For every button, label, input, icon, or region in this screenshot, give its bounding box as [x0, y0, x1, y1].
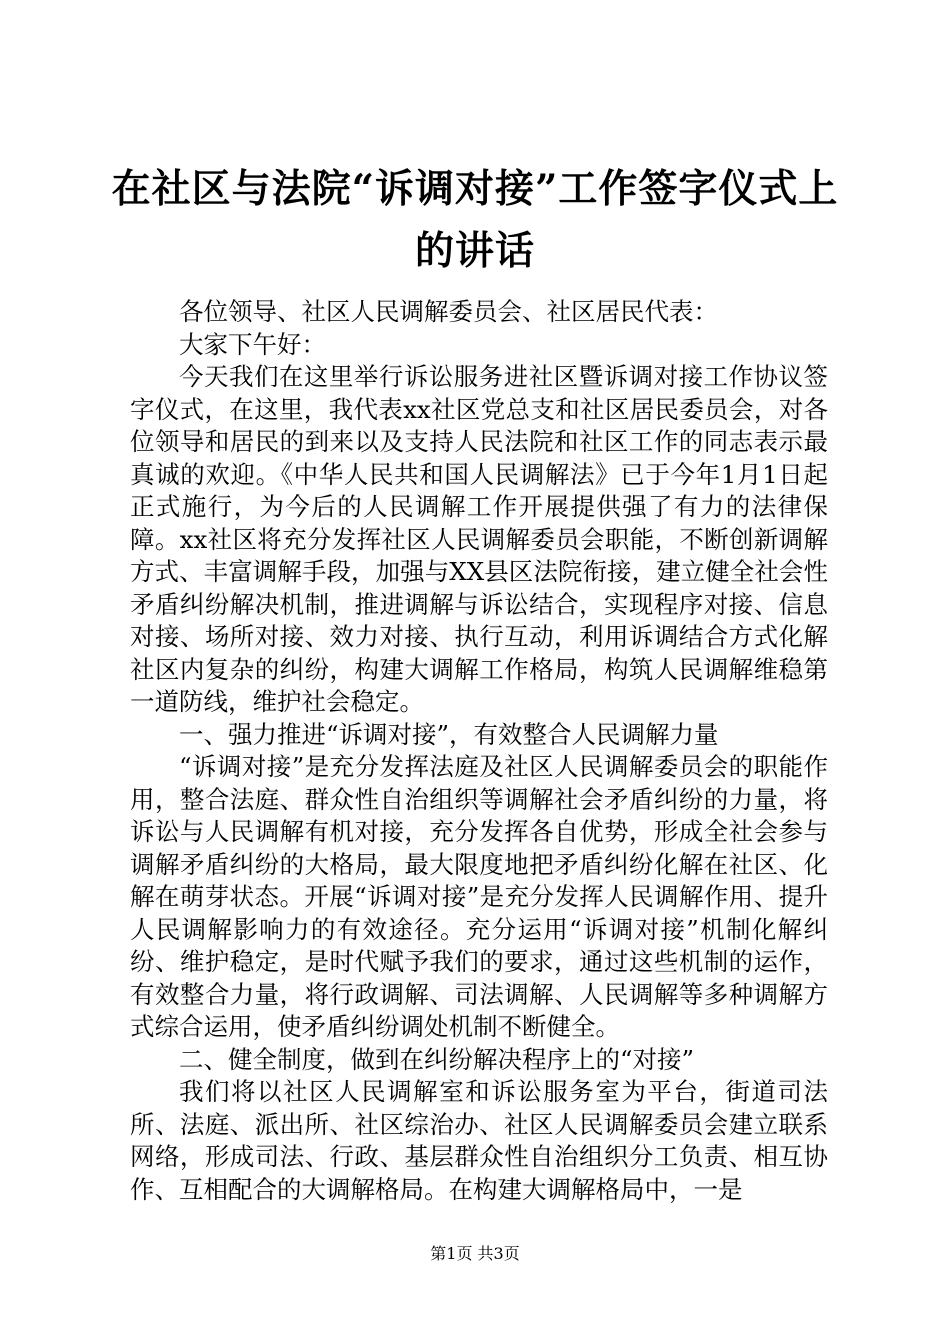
section-heading-2: 二、健全制度，做到在纠纷解决程序上的“对接”	[179, 1044, 695, 1074]
section-heading-1: 一、强力推进“诉调对接”，有效整合人民调解力量	[179, 719, 719, 749]
paragraph-section-1: “诉调对接”是充分发挥法庭及社区人民调解委员会的职能作用，整合法庭、群众性自治组织等调解社会矛盾纠纷的力量，将诉讼与人民调解有机对接，充分发挥各自优势，形成全社会参与调解矛盾纠纷的大格局，最大限度地把矛盾纠纷化解在社区、化解在萌芽状态。开展“诉调对接”是充分发挥人民调解作用、提升人民调解影响力的有效途径。充分运用“诉调对接”机制化解纠纷、维护稳定，是时代赋予我们的要求，通过这些机制的运作，有效整合力量，将行政调解、司法调解、人民调解等多种调解方式综合运用，使矛盾纠纷调处机制不断健全。	[130, 752, 828, 1041]
paragraph-greeting: 大家下午好：	[179, 329, 326, 359]
document-body	[130, 296, 828, 1206]
paragraph-section-2: 我们将以社区人民调解室和诉讼服务室为平台，街道司法所、法庭、派出所、社区综治办、社区人民调解委员会建立联系网络，形成司法、行政、基层群众性自治组织分工负责、相互协作、互相配合的大调解格局。在构建大调解格局中，一是	[130, 1077, 828, 1204]
document-title: 在社区与法院“诉调对接”工作签字仪式上的讲话	[111, 166, 839, 274]
page-number-footer: 第1页 共3页	[430, 1244, 520, 1263]
paragraph-opening: 今天我们在这里举行诉讼服务进社区暨诉调对接工作协议签字仪式，在这里，我代表xx社区党总支和社区居民委员会，对各位领导和居民的到来以及支持人民法院和社区工作的同志表示最真诚的欢迎。《中华人民共和国人民调解法》已于今年1月1日起正式施行，为今后的人民调解工作开展提供强了有力的法律保障。xx社区将充分发挥社区人民调解委员会职能，不断创新调解方式、丰富调解手段，加强与XX县区法院衔接，建立健全社会性矛盾纠纷解决机制，推进调解与诉讼结合，实现程序对接、信息对接、场所对接、效力对接、执行互动，利用诉调结合方式化解社区内复杂的纠纷，构建大调解工作格局，构筑人民调解维稳第一道防线，维护社会稳定。	[130, 362, 828, 716]
paragraph-salutation: 各位领导、社区人民调解委员会、社区居民代表：	[179, 297, 718, 326]
